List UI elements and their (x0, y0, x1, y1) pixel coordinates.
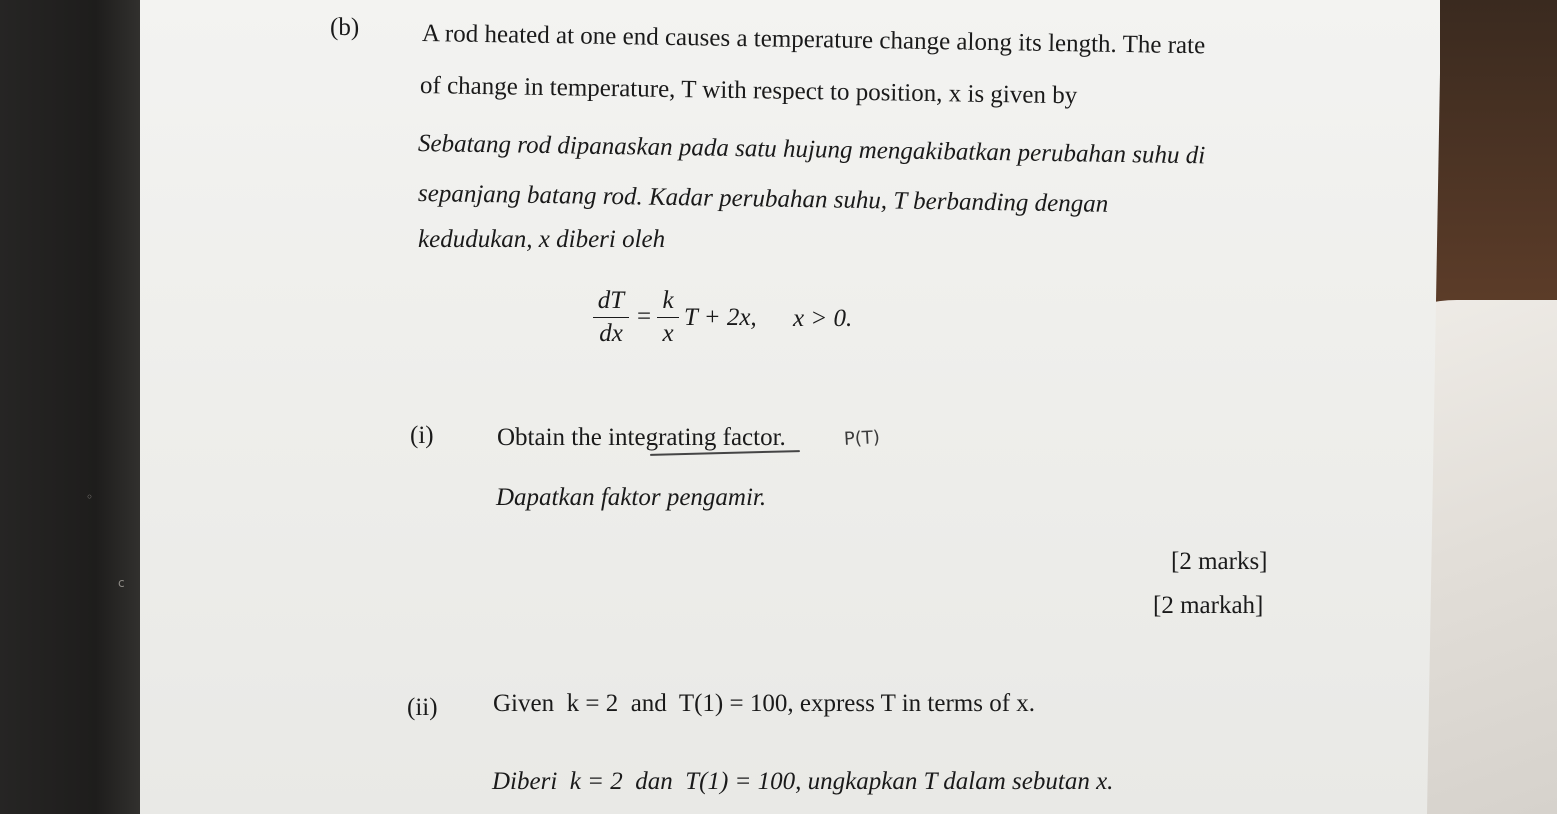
part-i-english: Obtain the integrating factor. (497, 424, 786, 451)
binder-mark: ◦ (86, 490, 94, 504)
part-ii-malay: Diberi k = 2 dan T(1) = 100, ungkapkan T dalam sebutan x. (492, 768, 1114, 795)
fraction-dT-dx (593, 287, 629, 348)
part-b-label: (b) (330, 14, 360, 41)
part-ii-english: Given k = 2 and T(1) = 100, express T in terms of x. (493, 690, 1036, 717)
marks-malay-text: [2 markah] (1153, 592, 1264, 619)
handwritten-note: P(T) (843, 427, 881, 450)
fraction-numerator: dT (597, 287, 625, 314)
part-i-malay: Dapatkan faktor pengamir. (496, 484, 767, 511)
binder-mark: c (118, 576, 125, 590)
fraction-bar (593, 317, 629, 318)
part-b-english-line2: of change in temperature, T with respect to position, x is given by (419, 72, 1078, 110)
part-b-malay-line2: sepanjang batang rod. Kadar perubahan suhu, T berbanding dengan (417, 180, 1109, 218)
binder-strip (0, 0, 160, 814)
marks-english (1171, 548, 1268, 576)
fraction-bar (657, 317, 679, 318)
fraction-denominator: dx (599, 320, 623, 347)
part-b-english-line1: A rod heated at one end causes a temperature change along its length. The rate (421, 20, 1206, 60)
equation-condition: x > 0. (793, 305, 853, 332)
part-b-malay-line3: kedudukan, x diberi oleh (418, 226, 666, 253)
fraction-denominator: x (662, 320, 674, 347)
equals-sign: = (637, 303, 652, 330)
equation-tail: T + 2x, (684, 304, 757, 331)
part-i-label: (i) (410, 422, 434, 449)
fraction-k-x (657, 287, 679, 348)
part-ii-label: (ii) (407, 694, 438, 721)
marks-english-text: [2 marks] (1171, 548, 1268, 575)
part-b-malay-line1: Sebatang rod dipanaskan pada satu hujung mengakibatkan perubahan suhu di (417, 130, 1206, 170)
marks-malay (1153, 592, 1263, 620)
fraction-numerator: k (662, 287, 674, 314)
